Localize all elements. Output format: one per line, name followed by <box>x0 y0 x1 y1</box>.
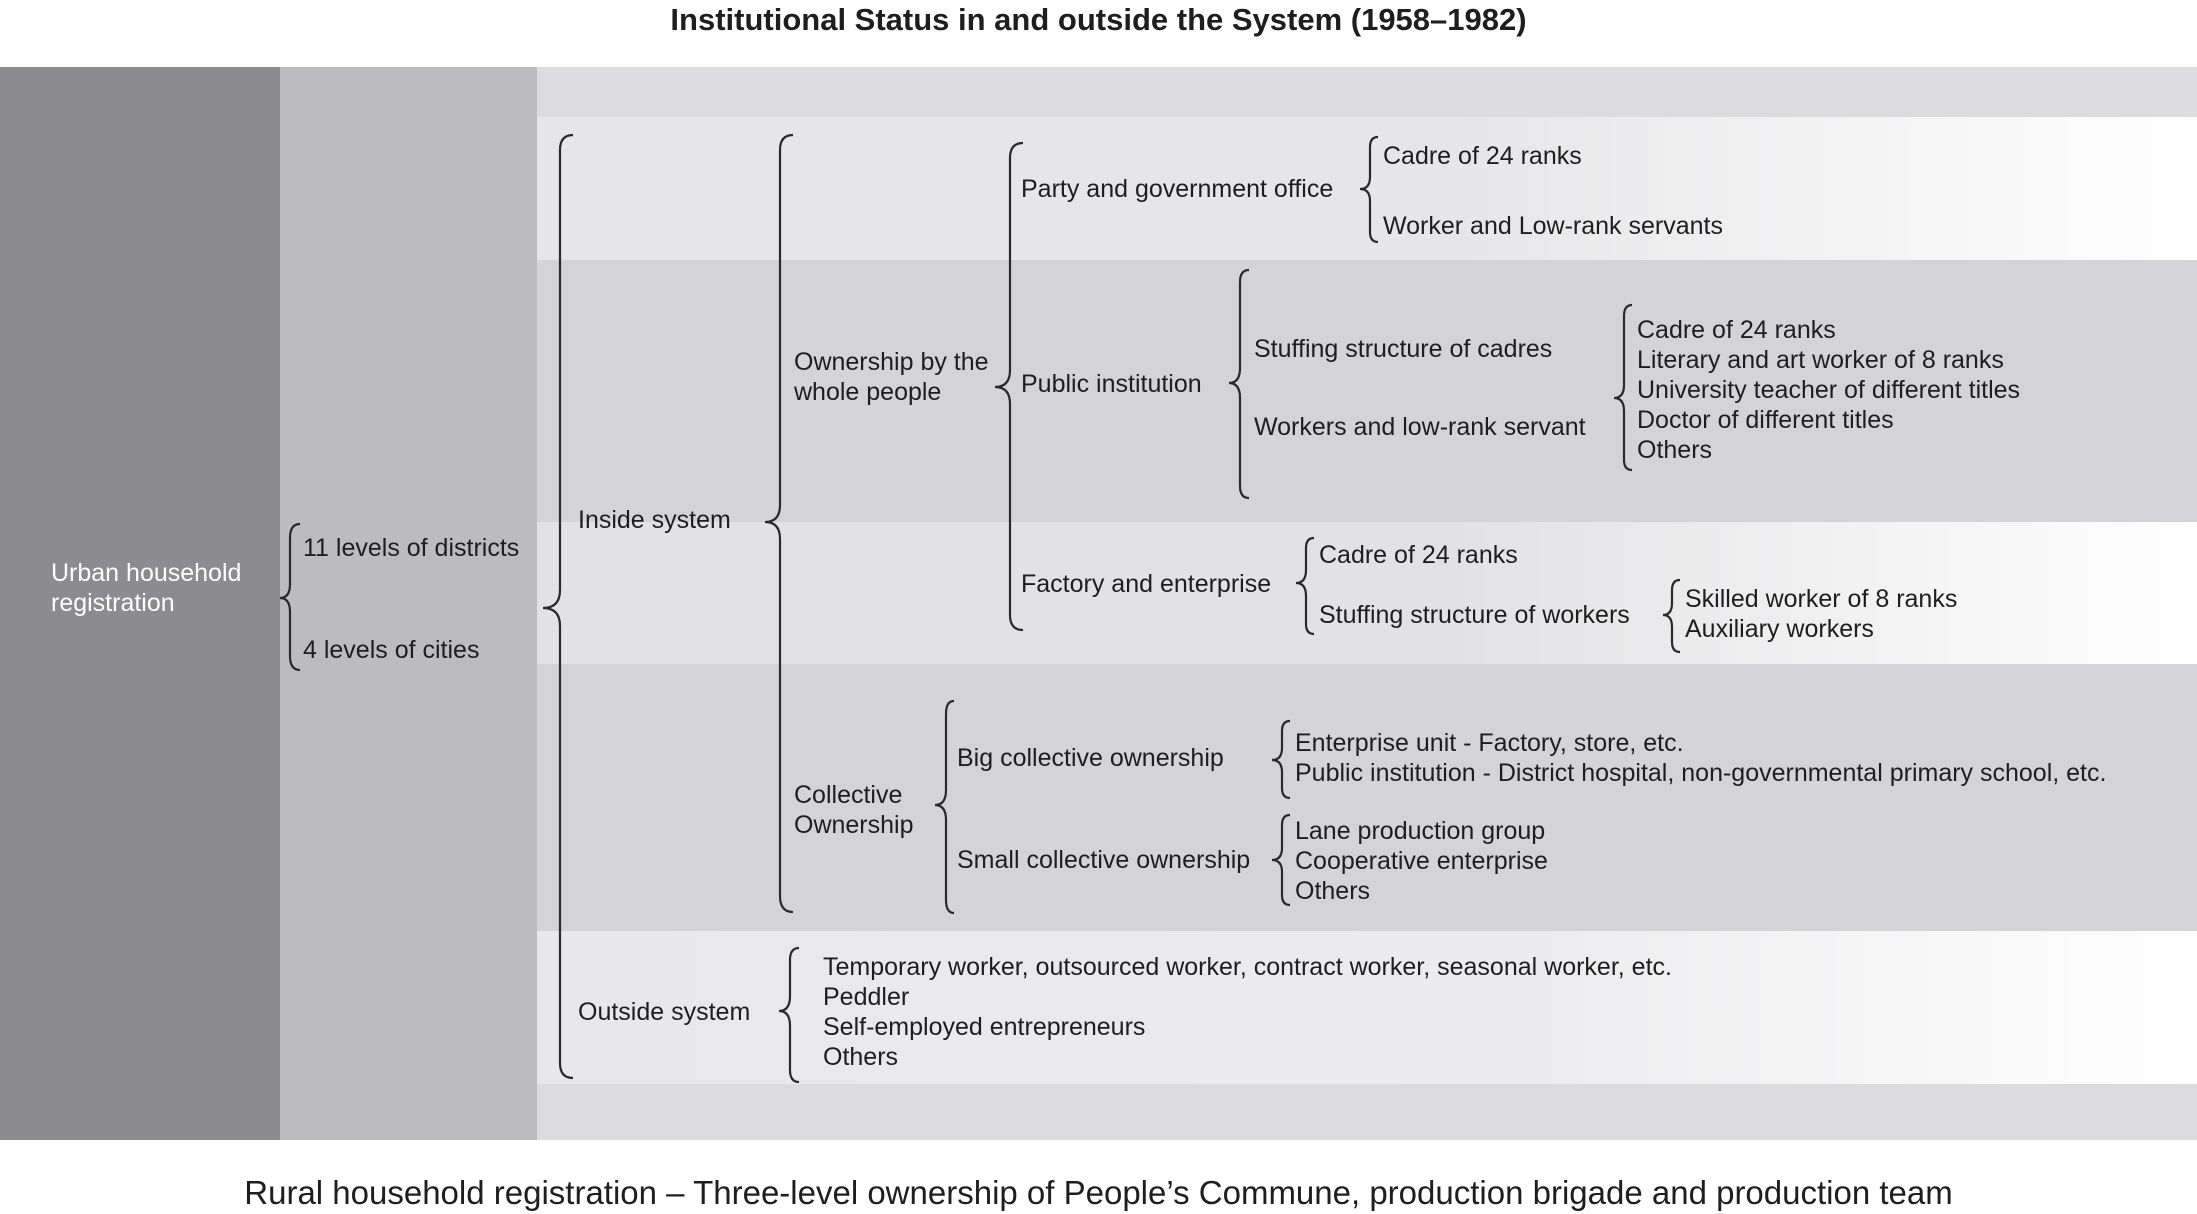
list-item: Others <box>1637 436 1713 464</box>
diagram-caption: Rural household registration – Three-level ownership of People’s Commune, production brigade and production team <box>244 1174 1953 1211</box>
list-item: Doctor of different titles <box>1637 406 1894 434</box>
factory-label: Factory and enterprise <box>1021 570 1272 598</box>
brace-outside-system <box>779 948 799 1082</box>
stuffing-workers-label: Stuffing structure of workers <box>1319 601 1630 629</box>
factory-cadre-item: Cadre of 24 ranks <box>1319 541 1518 569</box>
list-item: Self-employed entrepreneurs <box>823 1013 1146 1041</box>
big-collective-items <box>1295 728 2106 788</box>
list-item: Literary and art worker of 8 ranks <box>1637 346 2004 374</box>
list-item: Lane production group <box>1295 817 1546 845</box>
small-collective-items <box>1295 816 1548 906</box>
brace-stuffing-cadres <box>1614 305 1632 470</box>
outside-system-label: Outside system <box>578 998 751 1026</box>
brace-collective <box>935 701 954 913</box>
districts-label: 11 levels of districts <box>303 534 520 562</box>
brace-stuffing-workers <box>1663 580 1680 652</box>
list-item: Auxiliary workers <box>1685 615 1874 643</box>
party-office-label: Party and government office <box>1021 175 1334 203</box>
small-collective-label: Small collective ownership <box>957 846 1251 874</box>
list-item: Others <box>823 1043 899 1071</box>
public-items-list <box>1637 315 2020 465</box>
urban-household-label: Urban household registration <box>51 559 242 617</box>
list-item: Cadre of 24 ranks <box>1637 316 1836 344</box>
workers-lowrank-label: Workers and low-rank servant <box>1254 413 1586 441</box>
list-item: Peddler <box>823 983 910 1011</box>
list-item: Cooperative enterprise <box>1295 847 1548 875</box>
party-cadre-item: Cadre of 24 ranks <box>1383 142 1582 170</box>
stuffing-cadres-label: Stuffing structure of cadres <box>1254 335 1553 363</box>
outside-items-list <box>823 952 1672 1072</box>
brace-urban <box>280 524 300 670</box>
brace-inside-system <box>765 135 793 912</box>
brace-public-institution <box>1229 270 1249 498</box>
party-worker-item: Worker and Low-rank servants <box>1383 212 1723 240</box>
list-item: Skilled worker of 8 ranks <box>1685 585 1958 613</box>
brace-small-collective <box>1272 815 1290 905</box>
public-institution-label: Public institution <box>1021 370 1202 398</box>
brace-ownership-whole <box>995 143 1023 630</box>
brace-party-office <box>1360 137 1378 242</box>
list-item: Public institution - District hospital, non-governmental primary school, etc. <box>1295 759 2107 787</box>
big-collective-label: Big collective ownership <box>957 744 1224 772</box>
diagram-title: Institutional Status in and outside the System (1958–1982) <box>670 2 1527 37</box>
worker-items-list <box>1685 584 1957 644</box>
brace-big-collective <box>1272 721 1290 798</box>
inside-system-label: Inside system <box>578 506 731 534</box>
cities-label: 4 levels of cities <box>303 636 480 664</box>
collective-ownership-label: Collective Ownership <box>794 781 914 839</box>
brace-inside-outside <box>543 135 573 1078</box>
list-item: Others <box>1295 877 1371 905</box>
list-item: University teacher of different titles <box>1637 376 2021 404</box>
list-item: Temporary worker, outsourced worker, contract worker, seasonal worker, etc. <box>823 953 1672 981</box>
list-item: Enterprise unit - Factory, store, etc. <box>1295 729 1684 757</box>
ownership-whole-people-label: Ownership by the whole people <box>794 348 989 406</box>
brace-factory <box>1296 538 1314 634</box>
